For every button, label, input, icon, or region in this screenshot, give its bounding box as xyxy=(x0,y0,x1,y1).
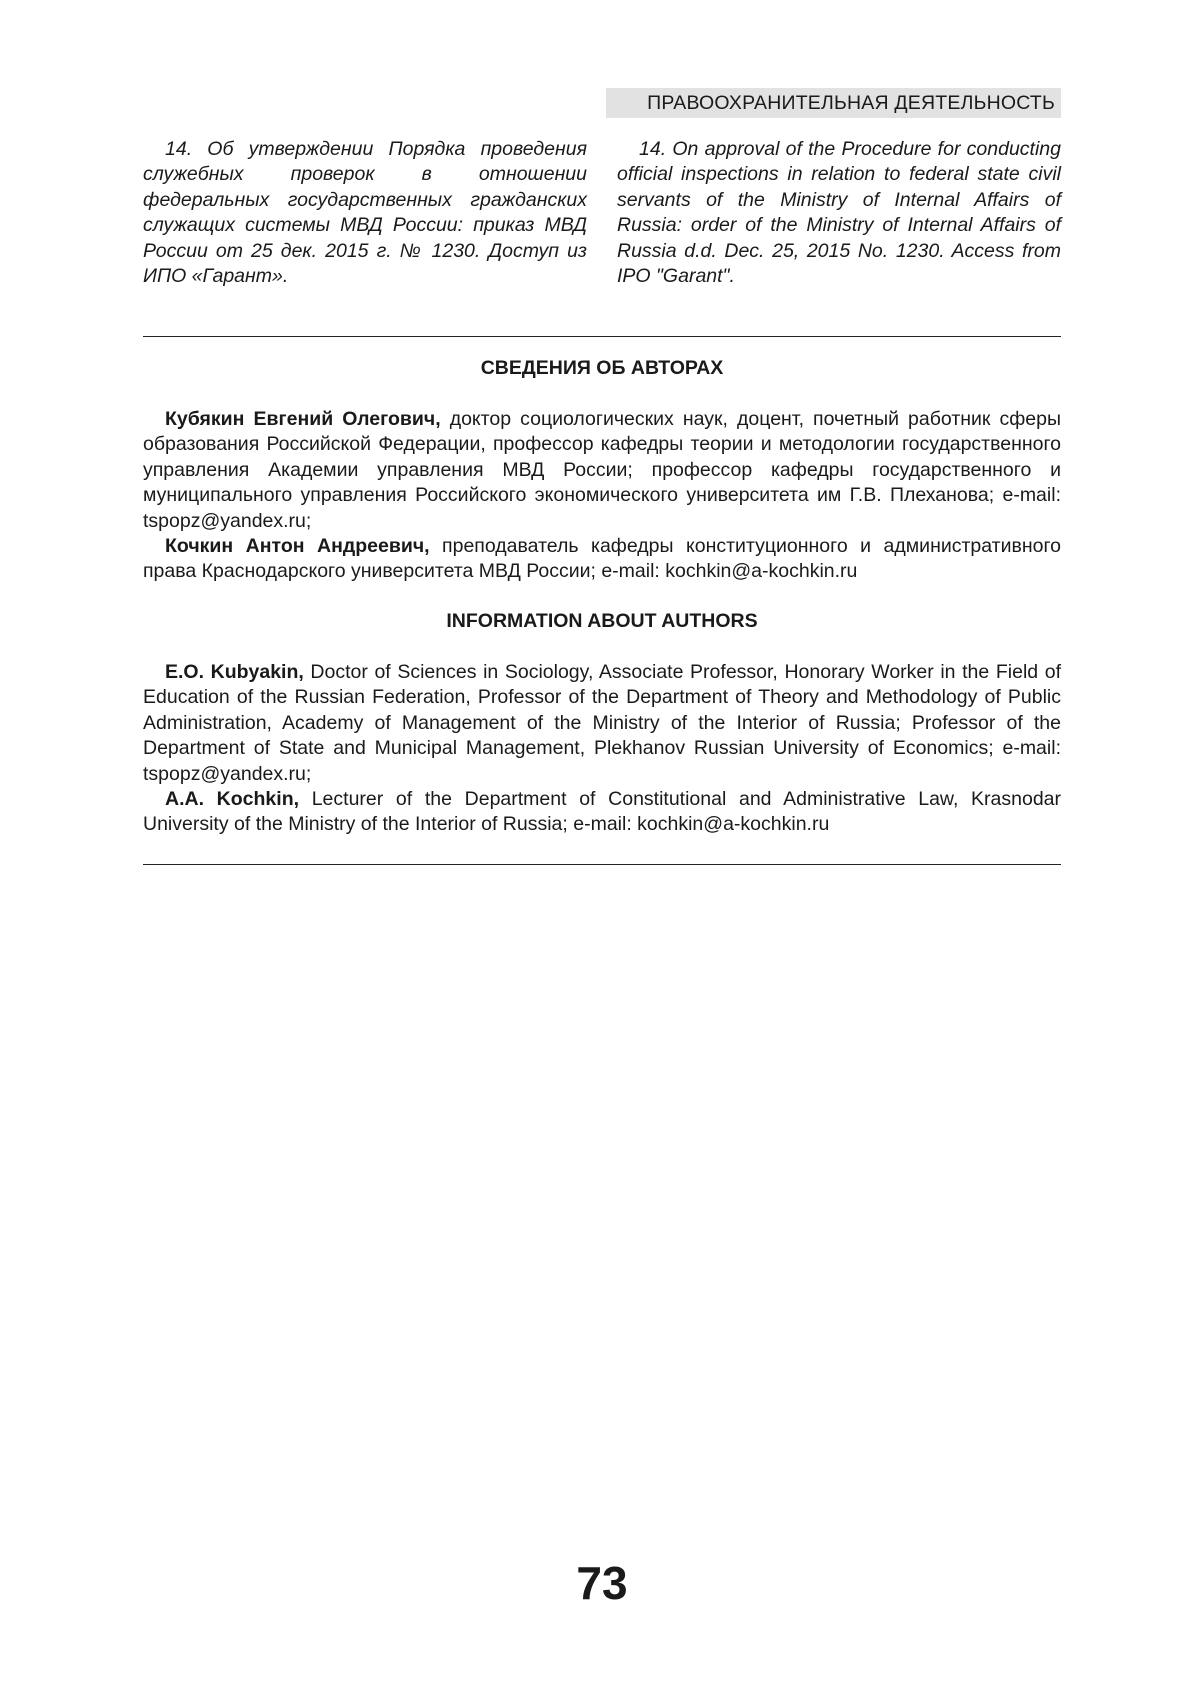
author-name: Кубякин Евгений Олегович, xyxy=(165,408,441,430)
author-entry xyxy=(143,407,1061,534)
running-header xyxy=(606,88,1061,118)
reference-en-text: 14. On approval of the Procedure for conducting official inspections in relation to federal state civil servants of the Ministry of Internal Affairs of Russia: order of the Ministry of Internal Affairs of Russia d.d. Dec. 25, 2015 No. 1230. Access from IPO "Garant". xyxy=(617,138,1061,288)
running-header-title: ПРАВООХРАНИТЕЛЬНАЯ ДЕЯТЕЛЬНОСТЬ xyxy=(647,92,1055,114)
authors-ru-heading: СВЕДЕНИЯ ОБ АВТОРАХ xyxy=(480,357,724,379)
author-entry xyxy=(143,534,1061,585)
author-details: Doctor of Sciences in Sociology, Associate Professor, Honorary Worker in the Field of Education of the Russian Federation, Professor of the Department of Theory and Methodology of Public Administration, Academy of Management of the Ministry of the Interior of Russia; Professor of the Department of State and Municipal Management, Plekhanov Russian University of Economics; e-mail: tspopz@yandex.ru; xyxy=(143,661,1061,785)
reference-en xyxy=(617,137,1061,289)
author-name: A.A. Kochkin, xyxy=(165,788,300,811)
divider-top xyxy=(143,336,1061,337)
authors-en-block xyxy=(143,660,1061,838)
reference-ru xyxy=(143,137,587,289)
author-name: Кочкин Антон Андреевич, xyxy=(165,535,430,558)
author-details: доктор социологических наук, доцент, почетный работник сферы образования Российской Федерации, профессор кафедры теории и методологии государственного управления Академии управления МВД России; профессор кафедры государственного и муниципального управления Российского экономического университета им Г.В. Плеханова; e-mail: tspopz@yandex.ru; xyxy=(143,408,1062,532)
author-entry xyxy=(143,787,1061,838)
reference-ru-text: 14. Об утверждении Порядка проведения служебных проверок в отношении федеральных государственных гражданских служащих системы МВД России: приказ МВД России от 25 дек. 2015 г. № 1230. Доступ из ИПО «Гарант». xyxy=(143,138,587,288)
author-details: Lecturer of the Department of Constitutional and Administrative Law, Krasnodar University of the Ministry of the Interior of Russia; e-mail: kochkin@a-kochkin.ru xyxy=(143,788,1062,836)
author-entry xyxy=(143,660,1061,787)
author-details: преподаватель кафедры конституционного и административного права Краснодарского университета МВД России; e-mail: kochkin@a-kochkin.ru xyxy=(143,535,1061,583)
authors-en-heading: INFORMATION ABOUT AUTHORS xyxy=(446,610,758,632)
authors-ru-block xyxy=(143,407,1061,585)
author-name: E.O. Kubyakin, xyxy=(165,661,304,683)
page-number: 73 xyxy=(576,1557,628,1609)
divider-bottom xyxy=(143,864,1061,865)
